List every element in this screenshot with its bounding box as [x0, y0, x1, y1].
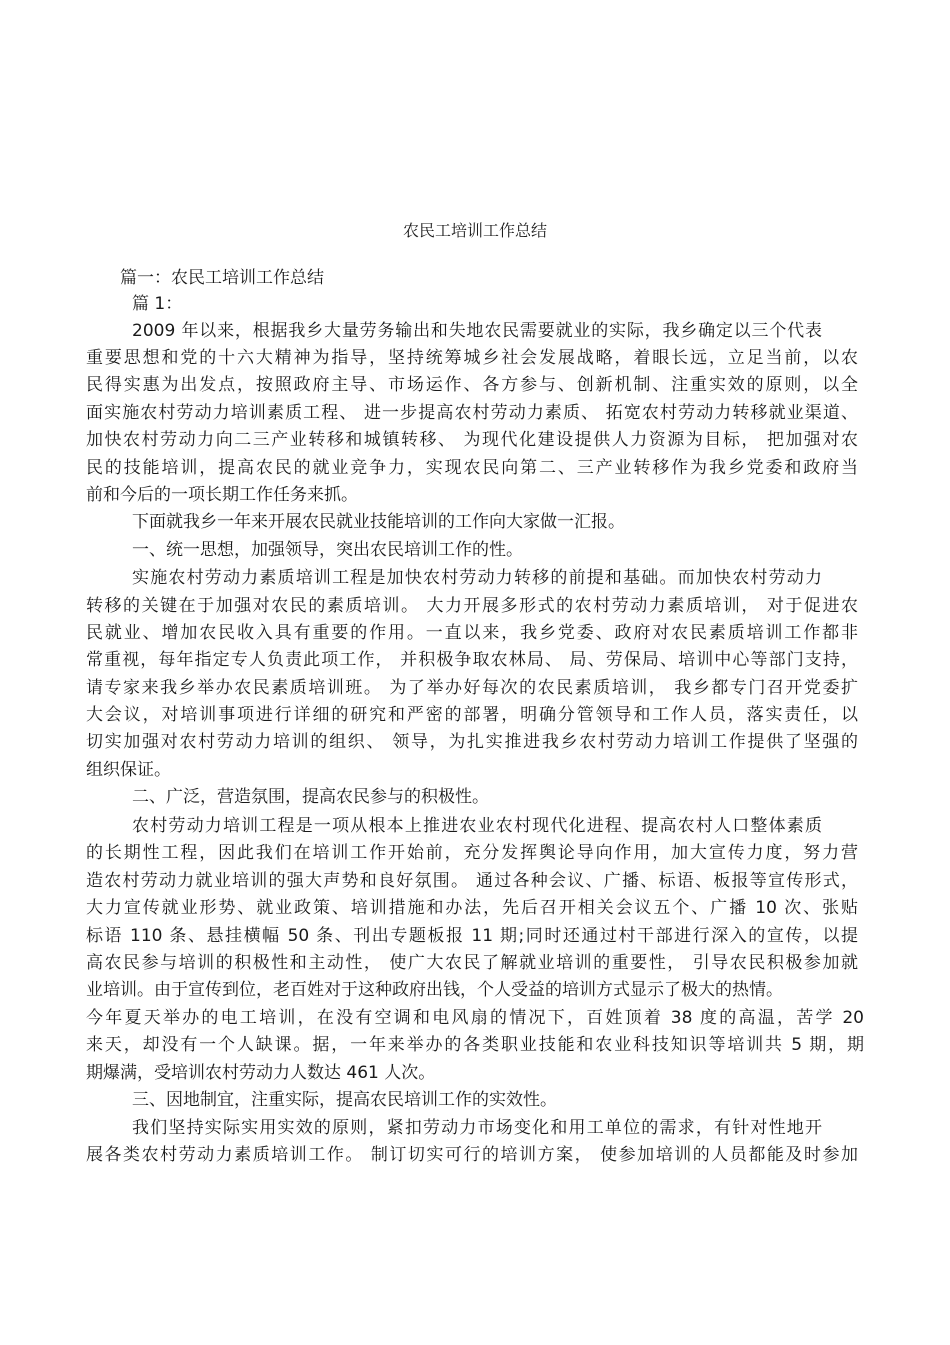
text-line: 前和今后的一项长期工作任务来抓。	[86, 485, 358, 505]
text-line: 重要思想和党的十六大精神为指导，坚持统筹城乡社会发展战略，着眼长远，立足当前，以农	[86, 348, 858, 368]
text-line: 加快农村劳动力向二三产业转移和城镇转移、 为现代化建设提供人力资源为目标， 把加强对农	[86, 430, 858, 450]
text-line: 民得实惠为出发点，按照政府主导、市场运作、各方参与、创新机制、注重实效的原则，以全	[86, 375, 858, 395]
text-line: 实施农村劳动力素质培训工程是加快农村劳动力转移的前提和基础。而加快农村劳动力	[132, 568, 822, 588]
text-line: 今年夏天举办的电工培训，在没有空调和电风扇的情况下，百姓顶着 38 度的高温，苦学 20	[86, 1008, 864, 1028]
text-line: 展各类农村劳动力素质培训工作。 制订切实可行的培训方案， 使参加培训的人员都能及时参加	[86, 1145, 858, 1165]
text-line: 切实加强对农村劳动力培训的组织、 领导，为扎实推进我乡农村劳动力培训工作提供了坚强的	[86, 732, 858, 752]
text-line: 常重视，每年指定专人负责此项工作， 并积极争取农林局、 局、劳保局、培训中心等部门支持，	[86, 650, 858, 670]
text-line: 大会议，对培训事项进行详细的研究和严密的部署，明确分管领导和工作人员，落实责任，以	[86, 705, 858, 725]
text-line: 民就业、增加农民收入具有重要的作用。一直以来，我乡党委、政府对农民素质培训工作都非	[86, 623, 858, 643]
section-heading: 二、广泛，营造氛围，提高农民参与的积极性。	[132, 787, 489, 807]
text-line: 2009 年以来，根据我乡大量劳务输出和失地农民需要就业的实际，我乡确定以三个代表	[132, 321, 822, 341]
text-line: 组织保证。	[86, 760, 171, 780]
text-line: 造农村劳动力就业培训的强大声势和良好氛围。 通过各种会议、广播、标语、板报等宣传形式，	[86, 871, 858, 891]
text-line: 高农民参与培训的积极性和主动性， 使广大农民了解就业培训的重要性， 引导农民积极参加就	[86, 953, 858, 973]
document-title: 农民工培训工作总结	[402, 221, 547, 240]
text-line: 期爆满，受培训农村劳动力人数达 461 人次。	[86, 1063, 436, 1083]
text-line: 大力宣传就业形势、就业政策、培训措施和办法，先后召开相关会议五个、广播 10 次、张贴	[86, 898, 858, 918]
section-heading: 篇一：农民工培训工作总结	[120, 268, 324, 288]
section-heading: 三、因地制宜，注重实际，提高农民培训工作的实效性。	[132, 1090, 557, 1110]
text-line: 请专家来我乡举办农民素质培训班。 为了举办好每次的农民素质培训， 我乡都专门召开党委扩	[86, 678, 858, 698]
text-line: 的长期性工程，因此我们在培训工作开始前，充分发挥舆论导向作用，加大宣传力度，努力营	[86, 843, 858, 863]
text-line: 我们坚持实际实用实效的原则，紧扣劳动力市场变化和用工单位的需求，有针对性地开	[132, 1118, 822, 1138]
text-line: 来天，却没有一个人缺课。据，一年来举办的各类职业技能和农业科技知识等培训共 5 期，期	[86, 1035, 864, 1055]
section-heading: 一、统一思想，加强领导，突出农民培训工作的性。	[132, 540, 523, 560]
sub-heading: 篇 1：	[132, 294, 183, 314]
text-line: 面实施农村劳动力培训素质工程、 进一步提高农村劳动力素质、 拓宽农村劳动力转移就业渠道、	[86, 403, 858, 423]
text-line: 业培训。由于宣传到位，老百姓对于这种政府出钱，个人受益的培训方式显示了极大的热情。	[86, 980, 783, 1000]
text-line: 标语 110 条、悬挂横幅 50 条、刊出专题板报 11 期;同时还通过村干部进行深入的宣传，以提	[86, 926, 858, 946]
text-line: 下面就我乡一年来开展农民就业技能培训的工作向大家做一汇报。	[132, 512, 625, 532]
text-line: 转移的关键在于加强对农民的素质培训。 大力开展多形式的农村劳动力素质培训， 对于促进农	[86, 596, 858, 616]
text-line: 农村劳动力培训工程是一项从根本上推进农业农村现代化进程、提高农村人口整体素质	[132, 816, 822, 836]
text-line: 民的技能培训，提高农民的就业竞争力，实现农民向第二、三产业转移作为我乡党委和政府当	[86, 458, 858, 478]
